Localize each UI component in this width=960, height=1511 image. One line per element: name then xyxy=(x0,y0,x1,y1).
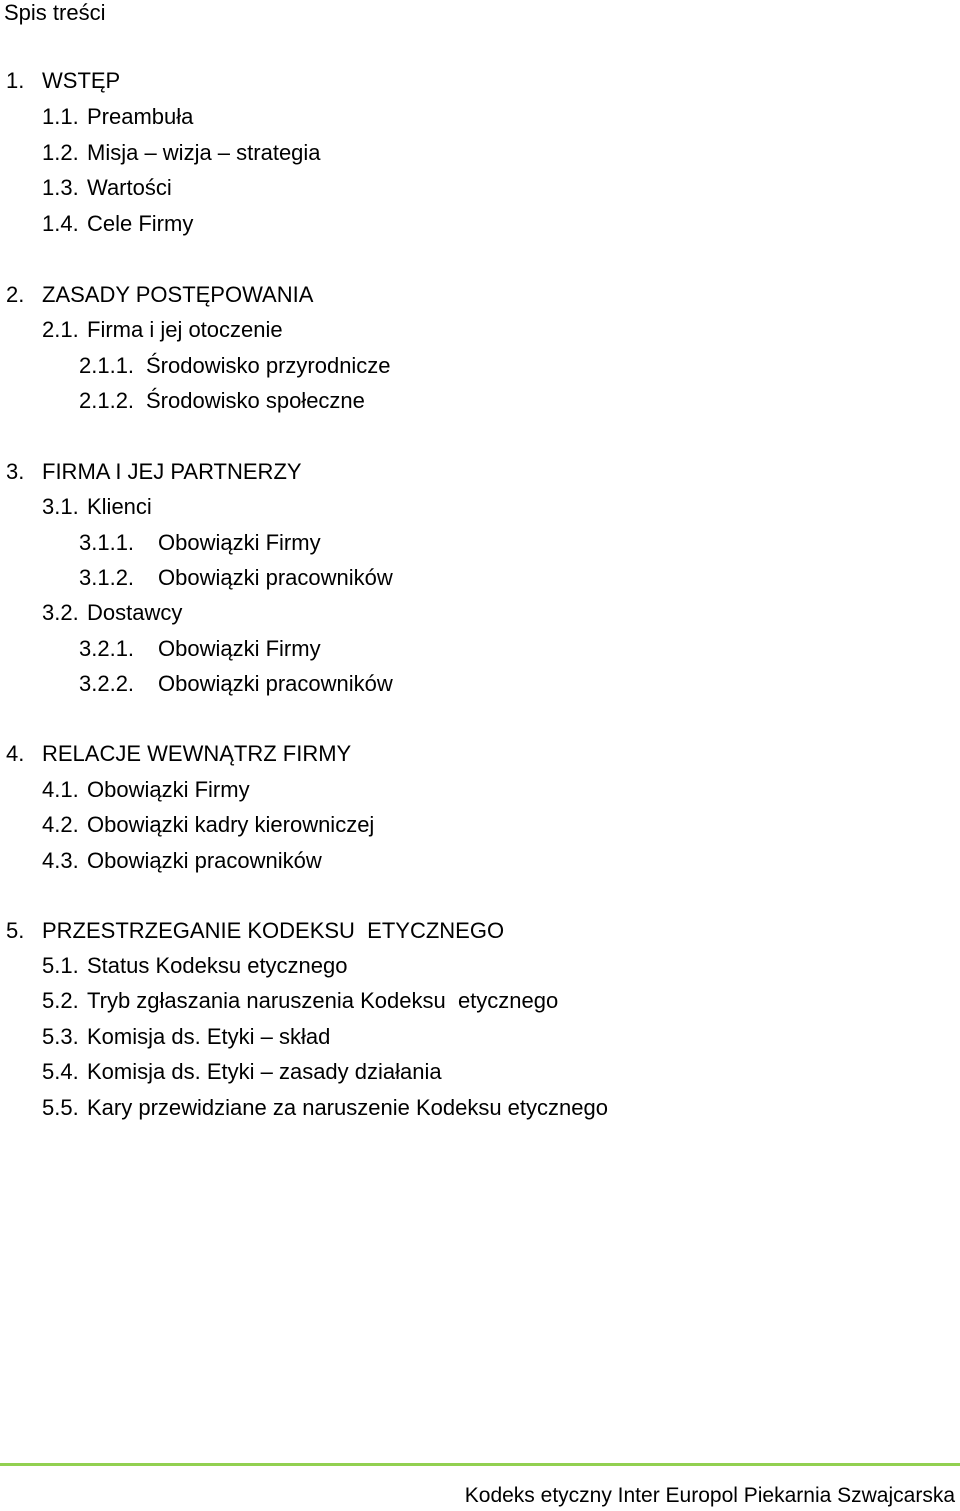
toc-text: Dostawcy xyxy=(87,600,183,625)
toc-number: 1.3. xyxy=(42,175,79,200)
toc-text: FIRMA I JEJ PARTNERZY xyxy=(42,459,302,484)
toc-number: 4.3. xyxy=(42,848,79,873)
toc-text: Obowiązki pracowników xyxy=(158,565,393,590)
toc-number: 3.1. xyxy=(42,494,79,519)
toc-text: Kary przewidziane za naruszenie Kodeksu etycznego xyxy=(87,1095,608,1120)
toc-number: 5.2. xyxy=(42,988,79,1013)
toc-text: Obowiązki Firmy xyxy=(158,530,321,555)
toc-number: 4.2. xyxy=(42,812,79,837)
footer-divider xyxy=(0,1463,960,1466)
toc-text: Tryb zgłaszania naruszenia Kodeksu etycznego xyxy=(87,988,559,1013)
toc-number: 3.2.2. xyxy=(79,671,135,696)
toc-number: 2.1. xyxy=(42,317,79,342)
toc-text: Preambuła xyxy=(87,104,194,129)
toc-text: Status Kodeksu etycznego xyxy=(87,953,348,978)
toc-number: 1. xyxy=(6,68,25,93)
toc-text: ZASADY POSTĘPOWANIA xyxy=(42,282,314,307)
toc-number: 4. xyxy=(6,741,25,766)
toc-number: 1.1. xyxy=(42,104,79,129)
toc-text: Wartości xyxy=(87,175,172,200)
toc-number: 5.3. xyxy=(42,1024,79,1049)
toc-text: Obowiązki Firmy xyxy=(158,636,321,661)
toc-number: 3.1.1. xyxy=(79,530,135,555)
toc-text: WSTĘP xyxy=(42,68,121,93)
toc-text: Obowiązki pracowników xyxy=(87,848,322,873)
page-footer: Kodeks etyczny Inter Europol Piekarnia Szwajcarska xyxy=(464,1484,955,1507)
toc-number: 3.2.1. xyxy=(79,636,135,661)
toc-text: Cele Firmy xyxy=(87,211,194,236)
toc-number: 5.5. xyxy=(42,1095,79,1120)
toc-number: 3.1.2. xyxy=(79,565,135,590)
toc-text: Firma i jej otoczenie xyxy=(87,317,283,342)
page-title: Spis treści xyxy=(4,0,106,25)
toc-number: 3. xyxy=(6,459,25,484)
toc-number: 1.4. xyxy=(42,211,79,236)
toc-text: Obowiązki pracowników xyxy=(158,671,393,696)
toc-text: RELACJE WEWNĄTRZ FIRMY xyxy=(42,741,352,766)
toc-number: 2.1.2. xyxy=(79,388,135,413)
toc-number: 2.1.1. xyxy=(79,353,135,378)
toc-text: Środowisko społeczne xyxy=(146,388,365,413)
toc-number: 4.1. xyxy=(42,777,79,802)
toc-text: Komisja ds. Etyki – zasady działania xyxy=(87,1059,442,1084)
toc-text: Środowisko przyrodnicze xyxy=(146,353,391,378)
toc-text: Obowiązki Firmy xyxy=(87,777,250,802)
toc-text: Obowiązki kadry kierowniczej xyxy=(87,812,375,837)
toc-text: PRZESTRZEGANIE KODEKSU ETYCZNEGO xyxy=(42,918,505,943)
toc-number: 5.4. xyxy=(42,1059,79,1084)
toc-number: 1.2. xyxy=(42,140,79,165)
toc-text: Klienci xyxy=(87,494,152,519)
toc-number: 3.2. xyxy=(42,600,79,625)
toc-text: Komisja ds. Etyki – skład xyxy=(87,1024,331,1049)
toc-number: 5. xyxy=(6,918,25,943)
toc-text: Misja – wizja – strategia xyxy=(87,140,321,165)
toc-number: 2. xyxy=(6,282,25,307)
toc-number: 5.1. xyxy=(42,953,79,978)
